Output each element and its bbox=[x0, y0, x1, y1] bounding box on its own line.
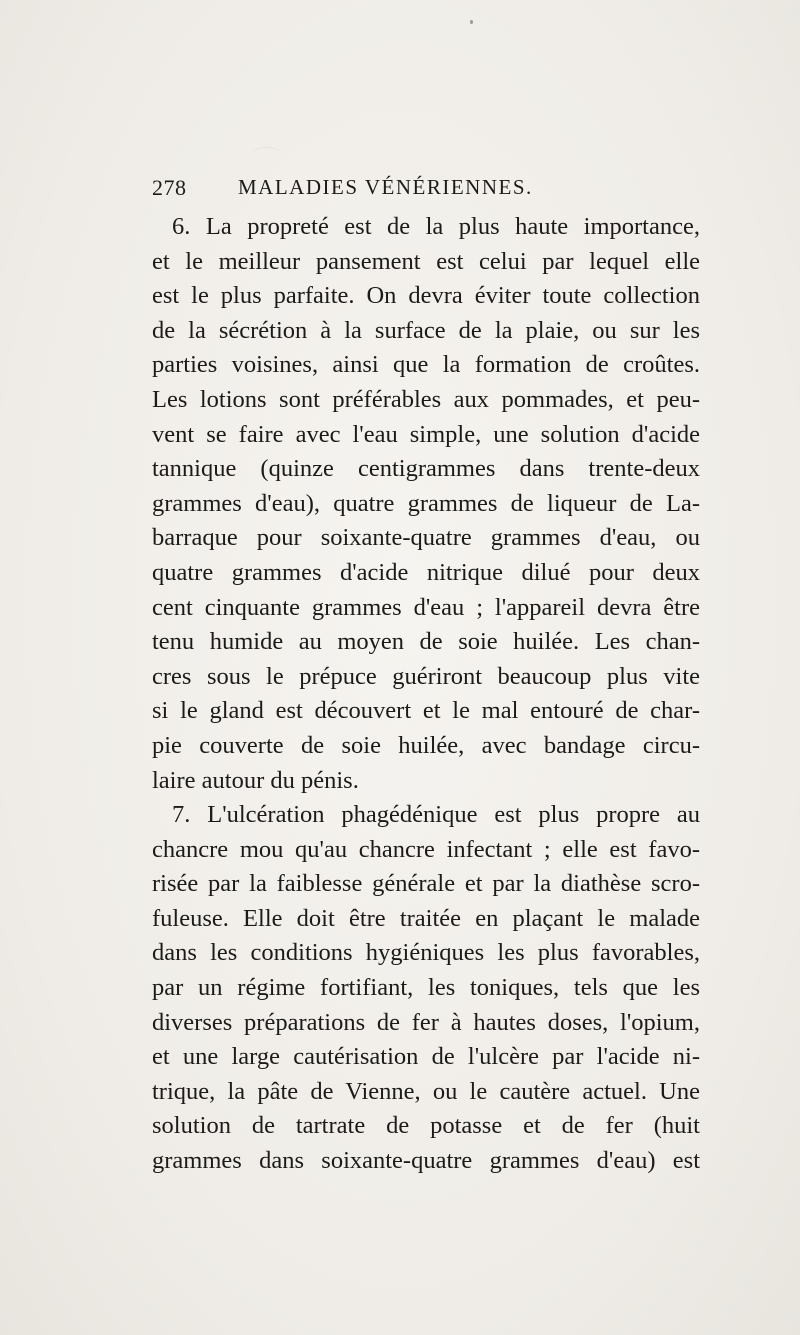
paper-smudge bbox=[252, 147, 282, 160]
running-head: MALADIES VÉNÉRIENNES. bbox=[238, 175, 533, 199]
text-line: diverses préparations de fer à hautes doses, l'opium, bbox=[152, 1008, 700, 1036]
text-line: grammes dans soixante-quatre grammes d'eau) est bbox=[152, 1147, 700, 1175]
text-line: trique, la pâte de Vienne, ou le cautère actuel. Une bbox=[152, 1077, 700, 1105]
text-line: cent cinquante grammes d'eau ; l'appareil devra être bbox=[152, 593, 700, 621]
text-line: tenu humide au moyen de soie huilée. Les chan- bbox=[152, 628, 700, 656]
paper-speck bbox=[470, 20, 473, 24]
text-line: laire autour du pénis. bbox=[152, 766, 359, 794]
text-line: vent se faire avec l'eau simple, une solution d'acide bbox=[152, 420, 700, 448]
page-header bbox=[152, 175, 632, 205]
text-line: si le gland est découvert et le mal entouré de char- bbox=[152, 697, 700, 725]
text-line: de la sécrétion à la surface de la plaie, ou sur les bbox=[152, 316, 700, 344]
text-line: quatre grammes d'acide nitrique dilué pour deux bbox=[152, 558, 700, 586]
text-line: parties voisines, ainsi que la formation de croûtes. bbox=[152, 351, 700, 379]
text-line: est le plus parfaite. On devra éviter toute collection bbox=[152, 282, 700, 310]
text-line: par un régime fortifiant, les toniques, tels que les bbox=[152, 974, 700, 1002]
text-line: barraque pour soixante-quatre grammes d'eau, ou bbox=[152, 524, 700, 552]
text-line: risée par la faiblesse générale et par la diathèse scro- bbox=[152, 870, 700, 898]
text-line: 7. L'ulcération phagédénique est plus propre au bbox=[172, 801, 700, 829]
text-line: et une large cautérisation de l'ulcère par l'acide ni- bbox=[152, 1043, 700, 1071]
text-line: cres sous le prépuce guériront beaucoup plus vite bbox=[152, 662, 700, 690]
body-text bbox=[152, 210, 700, 1179]
text-line: et le meilleur pansement est celui par lequel elle bbox=[152, 247, 700, 275]
text-line: solution de tartrate de potasse et de fer (huit bbox=[152, 1112, 700, 1140]
text-line: fuleuse. Elle doit être traitée en plaçant le malade bbox=[152, 904, 700, 932]
text-line: pie couverte de soie huilée, avec bandage circu- bbox=[152, 731, 700, 759]
page-number: 278 bbox=[152, 175, 187, 200]
text-line: grammes d'eau), quatre grammes de liqueur de La- bbox=[152, 489, 700, 517]
text-line: chancre mou qu'au chancre infectant ; elle est favo- bbox=[152, 835, 700, 863]
text-line: Les lotions sont préférables aux pommades, et peu- bbox=[152, 385, 700, 413]
text-line: dans les conditions hygiéniques les plus favorables, bbox=[152, 939, 700, 967]
text-line: tannique (quinze centigrammes dans trente-deux bbox=[152, 455, 700, 483]
text-line: 6. La propreté est de la plus haute importance, bbox=[172, 213, 700, 240]
